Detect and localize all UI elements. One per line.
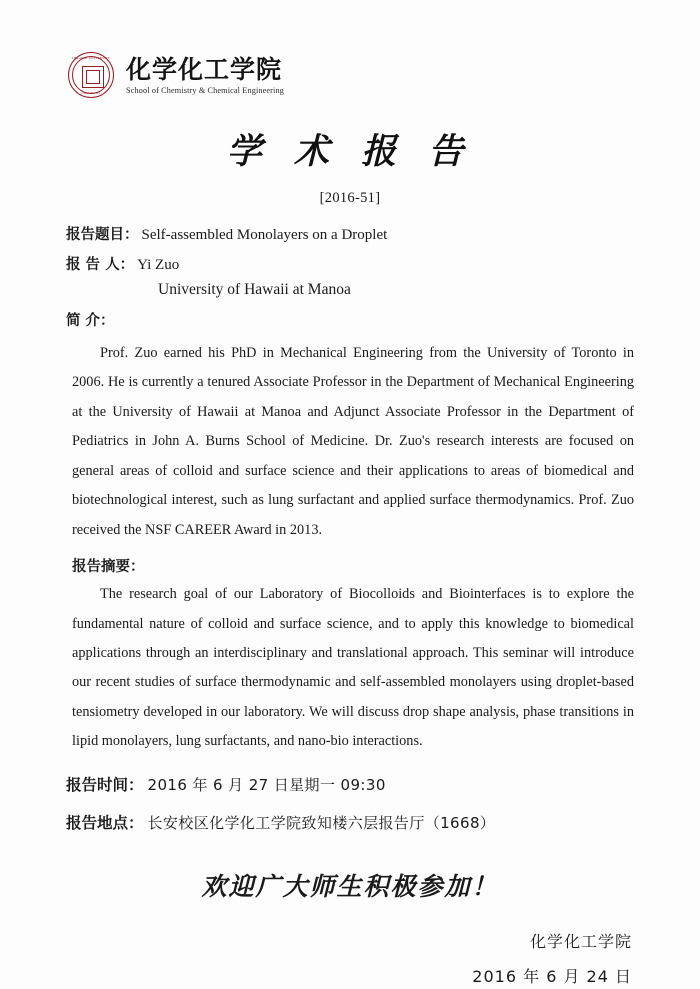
place-value: 长安校区化学化工学院致知楼六层报告厅（1668） [147,813,496,832]
seal-bottom-text: CHEMISTRY [81,90,101,95]
seal-top-text: SHAANXI UNIVERSITY [71,55,111,60]
school-name-en: School of Chemistry & Chemical Engineering [126,85,284,95]
time-label: 报告时间： [66,775,144,794]
place-row [60,811,640,833]
topic-label: 报告题目： [66,227,139,243]
bio-label: 简 介： [66,313,115,329]
speaker-value: Yi Zuo [137,257,180,273]
signature-organization: 化学化工学院 [529,931,632,951]
letterhead [60,0,640,98]
abstract-label: 报告摘要： [72,559,145,576]
abstract-paragraph: The research goal of our Laboratory of Biocolloids and Biointerfaces is to explore the fundamental nature of colloid and surface science, and to apply this knowledge to biomedical applications through an interdisciplinary and translational approach. This seminar will introduce our recent studies of surface thermodynamic and self-assembled monolayers using droplet-based tensiometry developed in our laboratory. We will discuss drop shape analysis, phase transitions in lipid monolayers, lung surfactants, and nano-bio interactions. [72,586,634,750]
speaker-label: 报 告 人： [66,257,135,273]
signature-date: 2016 年 6 月 24 日 [472,966,632,986]
speaker-row [66,253,640,274]
page-title: 学 术 报 告 [226,132,474,172]
topic-value: Self-assembled Monolayers on a Droplet [141,227,388,243]
seal-center-glyph [82,66,104,88]
bio-paragraph: Prof. Zuo earned his PhD in Mechanical Engineering from the University of Toronto in 2006. He is currently a tenured Associate Professor in the Department of Mechanical Engineering at the University of Hawaii at Manoa and Adjunct Associate Professor in the Department of Pediatrics in John A. Burns School of Medicine. Dr. Zuo's research interests are focused on general areas of colloid and surface science and their applications to areas of biomedical and biotechnological interest, such as lung surfactant and applied surface thermodynamics. Prof. Zuo received the NSF CAREER Award in 2013. [72,345,634,538]
affiliation-value: University of Hawaii at Manoa [158,281,351,298]
university-seal-icon [68,52,114,98]
time-value: 2016 年 6 月 27 日星期一 09:30 [147,775,386,794]
school-name-block [126,56,284,95]
topic-row [66,223,640,244]
signature-block [60,929,640,987]
fields-block [60,223,640,757]
document-number: [2016-51] [319,190,381,206]
place-label: 报告地点： [66,813,144,832]
bio-row [66,309,640,330]
welcome-message: 欢迎广大师生积极参加！ [201,871,499,901]
time-row [60,773,640,795]
school-name-cn: 化学化工学院 [126,54,283,84]
